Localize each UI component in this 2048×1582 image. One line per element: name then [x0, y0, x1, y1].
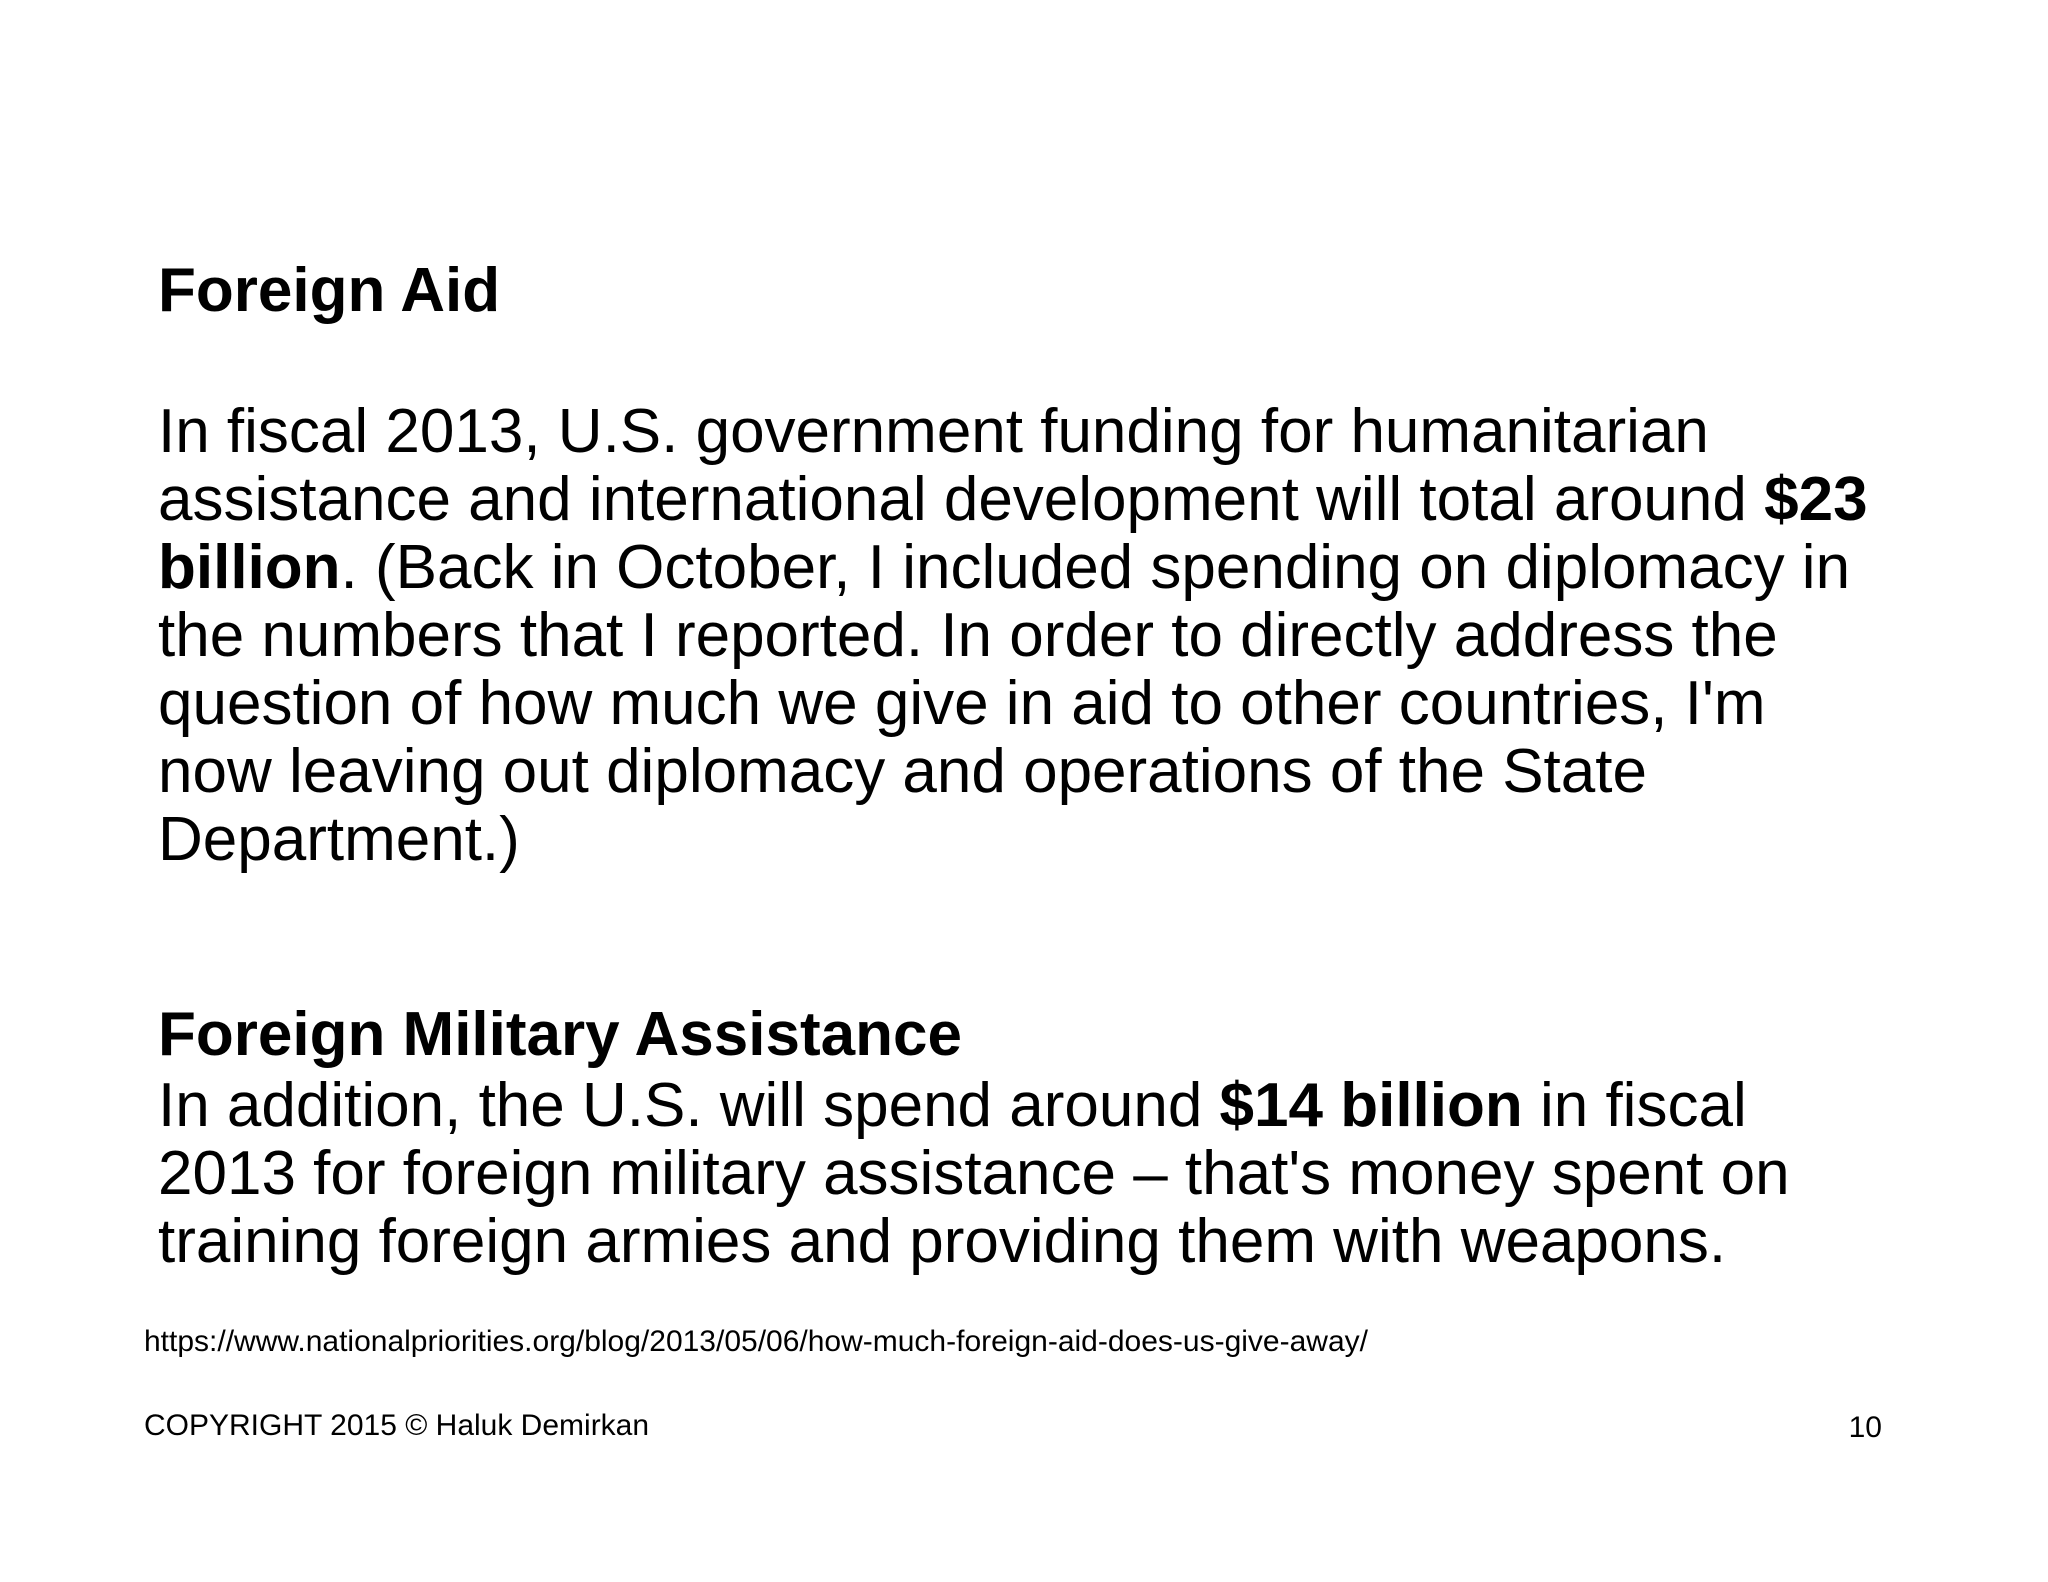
bold-text: $23 [1764, 465, 1868, 534]
text-segment: question of how much we give in aid to other countries, I'm [158, 669, 1766, 738]
copyright-notice: COPYRIGHT 2015 © Haluk Demirkan [144, 1409, 650, 1442]
page-number: 10 [1848, 1411, 1882, 1444]
paragraph-line [158, 1208, 2008, 1276]
text-segment: the numbers that I reported. In order to directly address the [158, 601, 1778, 670]
paragraph-line [158, 670, 2008, 738]
text-segment: Department.) [158, 805, 520, 874]
paragraph-line [158, 738, 2008, 806]
foreign-military-assistance-paragraph [158, 1072, 2008, 1276]
foreign-aid-paragraph [158, 398, 2008, 874]
paragraph-line [158, 398, 2008, 466]
text-segment: In addition, the U.S. will spend around [158, 1071, 1220, 1140]
paragraph-line [158, 1140, 2008, 1208]
paragraph-line [158, 466, 2008, 534]
text-segment: now leaving out diplomacy and operations of the State [158, 737, 1647, 806]
text-segment: in fiscal [1522, 1071, 1747, 1140]
section-heading-foreign-aid: Foreign Aid [158, 256, 501, 325]
text-segment: 2013 for foreign military assistance – that's money spent on [158, 1139, 1790, 1208]
section-heading-foreign-military-assistance: Foreign Military Assistance [158, 1000, 962, 1069]
paragraph-line [158, 806, 2008, 874]
text-segment: In fiscal 2013, U.S. government funding for humanitarian [158, 397, 1709, 466]
text-segment: assistance and international development will total around [158, 465, 1765, 534]
text-segment: . (Back in October, I included spending on diplomacy in [340, 533, 1851, 602]
bold-text: billion [158, 533, 341, 602]
bold-text: $14 billion [1219, 1071, 1523, 1140]
paragraph-line [158, 1072, 2008, 1140]
text-segment: training foreign armies and providing them with weapons. [158, 1207, 1727, 1276]
paragraph-line [158, 534, 2008, 602]
source-url: https://www.nationalpriorities.org/blog/2013/05/06/how-much-foreign-aid-does-us-give-away/ [144, 1325, 1368, 1358]
paragraph-line [158, 602, 2008, 670]
